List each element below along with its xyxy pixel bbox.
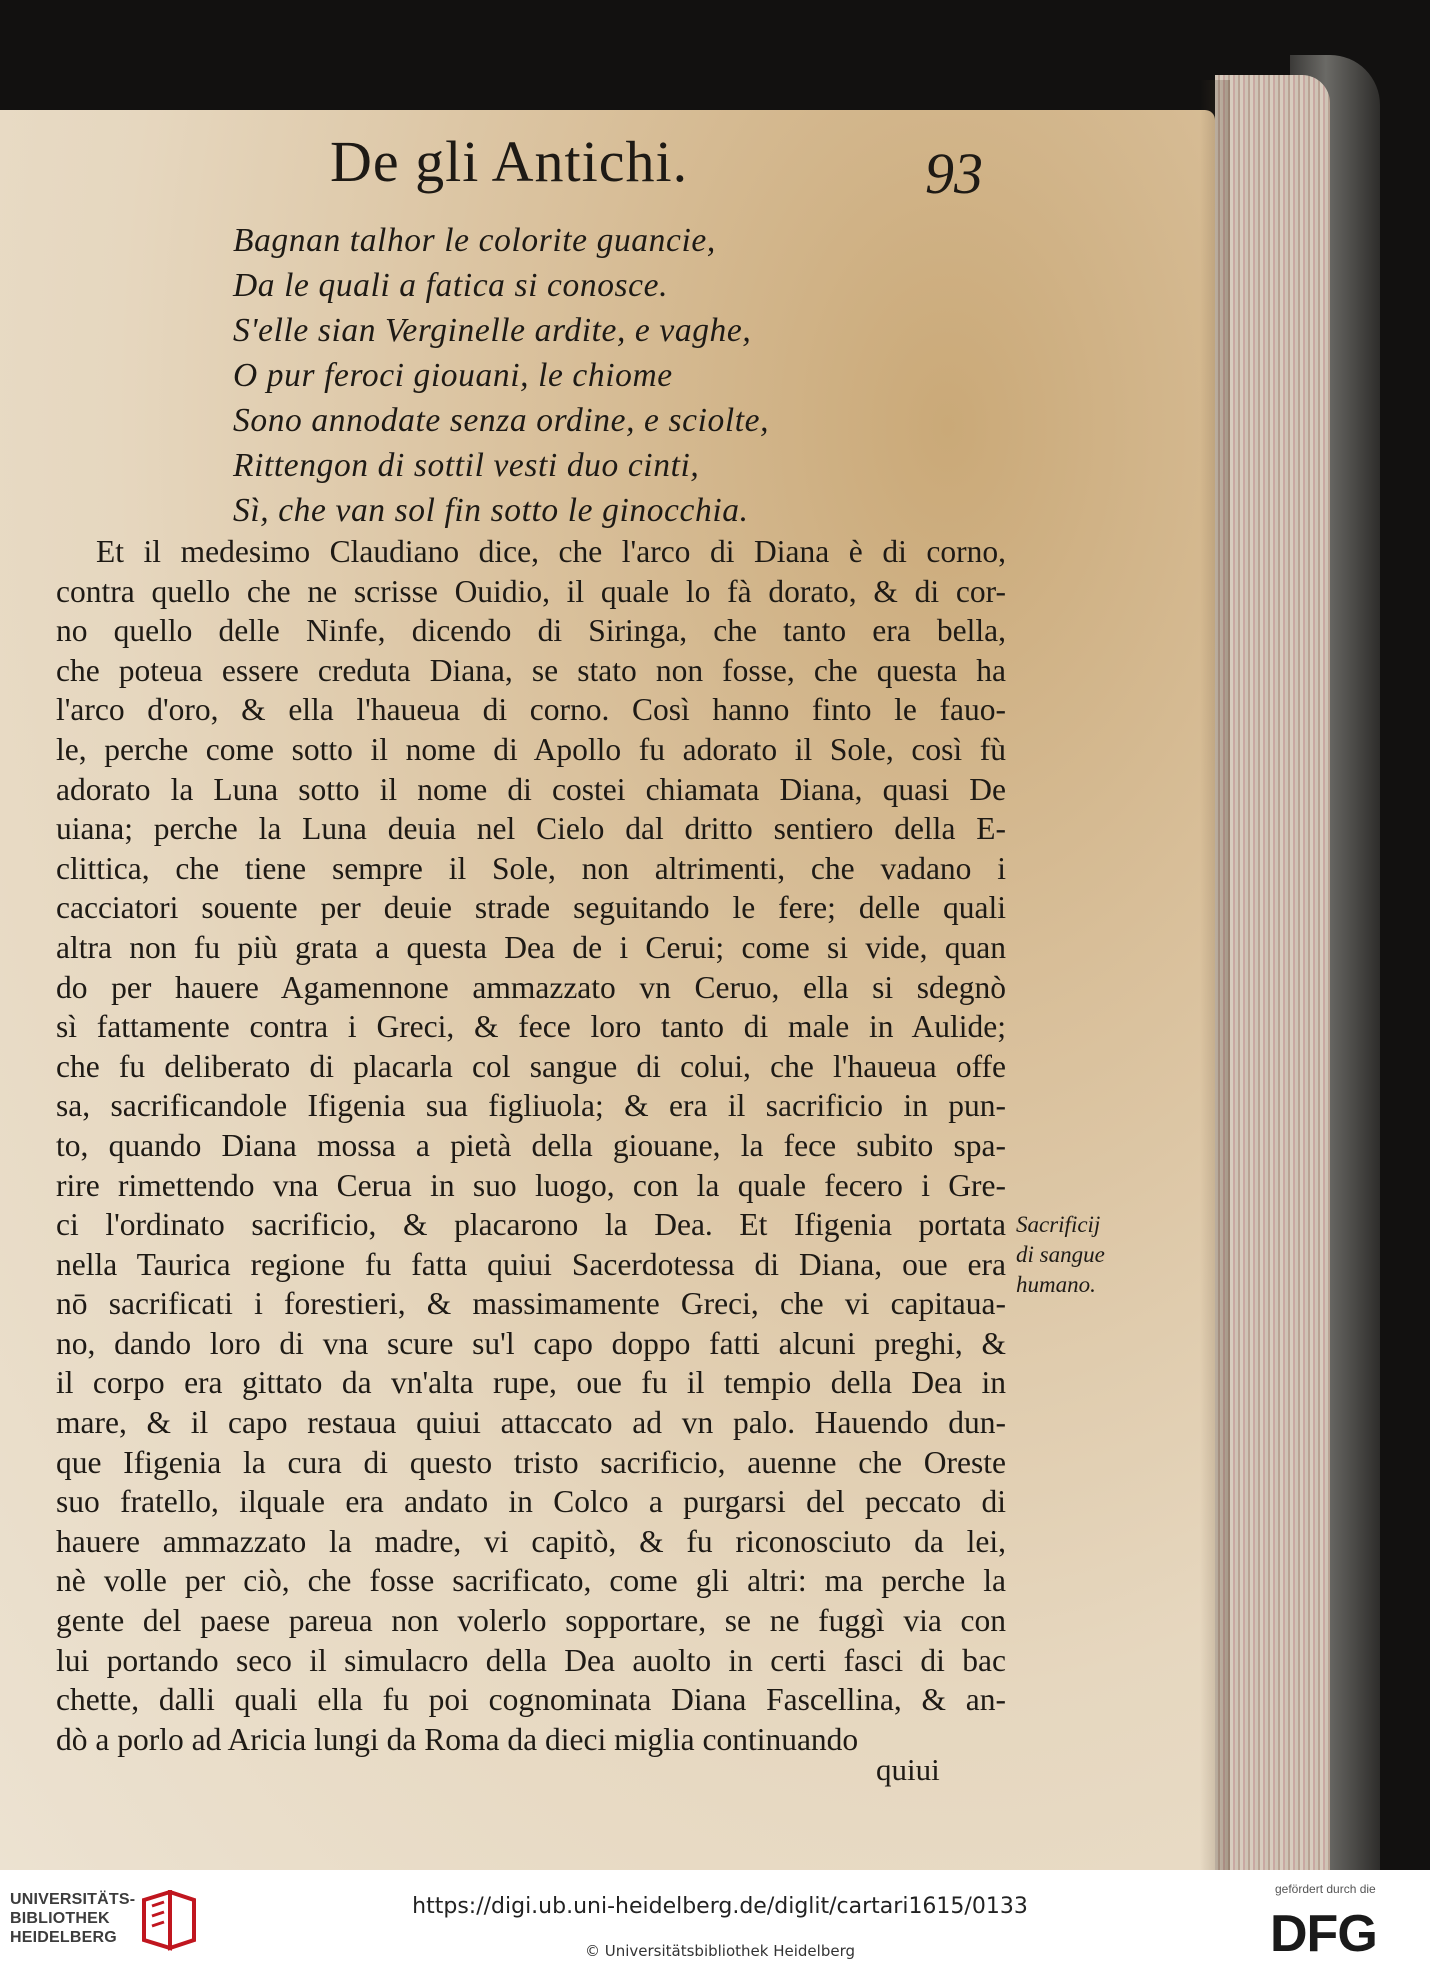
prose-line: altra non fu più grata a questa Dea de i Cerui; come si vide, quan: [56, 929, 1006, 965]
prose-line: chette, dalli quali ella fu poi cognominata Diana Fascellina, & an-: [56, 1682, 1006, 1718]
permalink-url[interactable]: https://digi.ub.uni-heidelberg.de/diglit/cartari1615/0133: [412, 1894, 1028, 1919]
prose-line: uiana; perche la Luna deuia nel Cielo dal dritto sentiero della E-: [56, 811, 1006, 847]
prose-line: dò a porlo ad Aricia lungi da Roma da dieci miglia continuando: [56, 1721, 859, 1757]
prose-line: to, quando Diana mossa a pietà della giouane, la fece subito spa-: [56, 1127, 1006, 1163]
prose-line: hauere ammazzato la madre, vi capitò, & fu riconosciuto da lei,: [56, 1523, 1006, 1559]
prose-line: nella Taurica regione fu fatta quiui Sacerdotessa di Diana, oue era: [56, 1246, 1006, 1282]
prose-line: rire rimettendo vna Cerua in suo luogo, con la quale fecero i Gre-: [56, 1167, 1006, 1203]
dfg-caption: gefördert durch die: [1275, 1882, 1376, 1896]
verse-line: Sì, che van sol fin sotto le ginocchia.: [233, 492, 749, 529]
prose-line: l'arco d'oro, & ella l'haueua di corno. Così hanno finto le fauo-: [56, 692, 1006, 728]
prose-line: che fu deliberato di placarla col sangue di colui, che l'haueua offe: [56, 1048, 1006, 1084]
verse-line: Da le quali a fatica si conosce.: [233, 267, 669, 304]
viewer-footer: [0, 1870, 1430, 1984]
prose-line: nè volle per ciò, che fosse sacrificato, come gli altri: ma perche la: [56, 1563, 1006, 1599]
library-logo-line: HEIDELBERG: [10, 1929, 117, 1946]
prose-line: sì fattamente contra i Greci, & fece loro tanto di male in Aulide;: [56, 1009, 1006, 1045]
verse-line: Bagnan talhor le colorite guancie,: [233, 222, 716, 259]
catchword: quiui: [876, 1752, 940, 1787]
margin-note: [1016, 1210, 1105, 1300]
prose-line: il corpo era gittato da vn'alta rupe, oue fu il tempio della Dea in: [56, 1365, 1006, 1401]
margin-note-line: Sacrificij: [1016, 1212, 1101, 1237]
prose-line: mare, & il capo restaua quiui attaccato ad vn palo. Hauendo dun-: [56, 1405, 1006, 1441]
prose-paragraph: [56, 532, 1006, 1759]
verse-line: Sono annodate senza ordine, e sciolte,: [233, 402, 770, 439]
library-logo-line: BIBLIOTHEK: [10, 1910, 110, 1927]
prose-line: gente del paese pareua non volerlo sopportare, se ne fuggì via con: [56, 1603, 1006, 1639]
prose-line: ci l'ordinato sacrificio, & placarono la Dea. Et Ifigenia portata: [56, 1207, 1006, 1243]
margin-note-line: di sangue: [1016, 1242, 1105, 1267]
prose-line: no, dando loro di vna scure su'l capo doppo fatti alcuni preghi, &: [56, 1325, 1006, 1361]
prose-line: do per hauere Agamennone ammazzato vn Ceruo, ella si sdegnò: [56, 969, 1006, 1005]
page-fore-edge: [1215, 75, 1330, 1870]
prose-line: le, perche come sotto il nome di Apollo fu adorato il Sole, così fù: [56, 731, 1006, 767]
prose-line: sa, sacrificandole Ifigenia sua figliuola; & era il sacrificio in pun-: [56, 1088, 1006, 1124]
verse-line: O pur feroci giouani, le chiome: [233, 357, 673, 394]
page-edge-shadow: [1200, 80, 1230, 1870]
verse-line: S'elle sian Verginelle ardite, e vaghe,: [233, 312, 752, 349]
prose-line: clittica, che tiene sempre il Sole, non altrimenti, che vadano i: [56, 850, 1006, 886]
running-head: De gli Antichi.: [330, 129, 689, 194]
prose-line: lui portando seco il simulacro della Dea auolto in certi fasci di bac: [56, 1642, 1006, 1678]
verse-block: [233, 218, 933, 533]
library-logo-icon[interactable]: [140, 1890, 198, 1952]
prose-line: no quello delle Ninfe, dicendo di Siringa, che tanto era bella,: [56, 613, 1006, 649]
prose-line: nō sacrificati i forestieri, & massimamente Greci, che vi capitaua-: [56, 1286, 1006, 1322]
dfg-logo[interactable]: DFG: [1270, 1905, 1377, 1963]
prose-line: cacciatori souente per deuie strade seguitando le fere; delle quali: [56, 890, 1006, 926]
copyright-notice: © Universitätsbibliothek Heidelberg: [584, 1942, 855, 1960]
library-logo-text[interactable]: [10, 1890, 140, 1947]
margin-note-line: humano.: [1016, 1272, 1096, 1297]
verse-line: Rittengon di sottil vesti duo cinti,: [233, 447, 700, 484]
prose-line: adorato la Luna sotto il nome di costei chiamata Diana, quasi De: [56, 771, 1006, 807]
prose-line: contra quello che ne scrisse Ouidio, il quale lo fà dorato, & di cor-: [56, 573, 1006, 609]
library-logo-line: UNIVERSITÄTS-: [10, 1891, 136, 1908]
prose-line: Et il medesimo Claudiano dice, che l'arco di Diana è di corno,: [96, 534, 1006, 569]
page-number: 93: [925, 141, 983, 206]
prose-line: suo fratello, ilquale era andato in Colco a purgarsi del peccato di: [56, 1484, 1006, 1520]
prose-line: che poteua essere creduta Diana, se stato non fosse, che questa ha: [56, 652, 1006, 688]
prose-line: que Ifigenia la cura di questo tristo sacrificio, auenne che Oreste: [56, 1444, 1006, 1480]
